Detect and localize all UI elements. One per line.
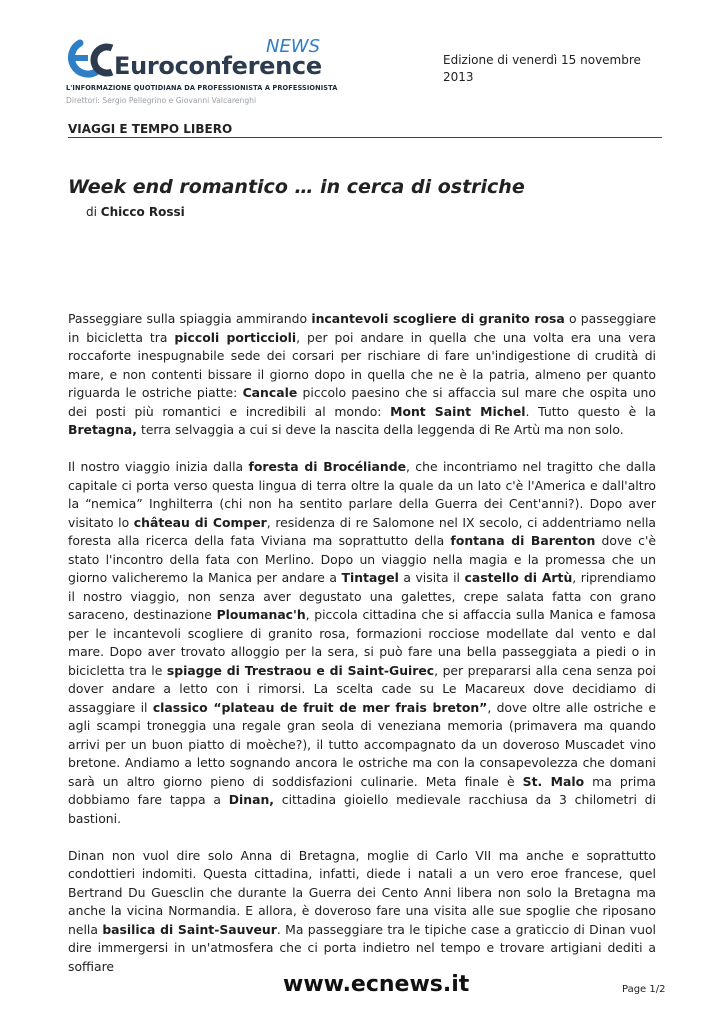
bold-text: Cancale <box>242 385 298 400</box>
bold-text: incantevoli scogliere di granito rosa <box>311 311 565 326</box>
text-run: terra selvaggia a cui si deve la nascita della leggenda di Re Artù ma non solo. <box>137 422 624 437</box>
bold-text: piccoli porticcioli <box>174 329 297 345</box>
text-run: o passeggiare in bicicletta tra <box>68 311 656 345</box>
bold-text: Mont Saint Michel <box>390 403 526 419</box>
bold-text: Dinan, <box>228 792 275 807</box>
text-run: . Tutto questo è la <box>525 403 656 419</box>
author-name: Chicco Rossi <box>100 205 185 219</box>
article-paragraph <box>68 458 656 828</box>
footer-url[interactable]: www.ecnews.it <box>283 972 470 997</box>
logo-directors: Direttori: Sergio Pellegrino e Giovanni Valcarenghi <box>66 96 257 105</box>
text-run: a visita il <box>398 570 465 585</box>
article-paragraph <box>68 310 656 440</box>
bold-text: castello di Artù <box>464 570 573 585</box>
section-divider <box>68 137 662 138</box>
logo-brand-name: Euroconference <box>114 52 322 80</box>
text-run: , per prepararsi alla cena senza poi dover andare a letto con i rimorsi. La scelta cade su Le Macareux dove decidiamo di assaggiare il <box>68 662 656 715</box>
text-run: ma prima dobbiamo fare tappa a <box>68 773 656 807</box>
section-label: VIAGGI E TEMPO LIBERO <box>68 122 233 136</box>
bold-text: classico “plateau de fruit de mer frais breton” <box>152 699 488 715</box>
article-paragraph <box>68 847 656 977</box>
text-run: cittadina gioiello medievale racchiusa da 3 chilometri di bastioni. <box>68 792 656 826</box>
byline-prefix: di <box>86 205 97 219</box>
bold-text: château di Comper <box>133 514 267 530</box>
bold-text: basilica di Saint-Sauveur <box>102 921 277 937</box>
article-body <box>68 310 656 995</box>
text-run: , piccola cittadina che si affaccia sulla Manica e famosa per le incantevoli scogliere di granito rosa, formazioni rocciose modellate dal vento e dal mare. Dopo aver trovato alloggio per la sera, si può fare una bella passeggiata a piedi o in bicicletta tra le <box>68 607 656 678</box>
article-title: Week end romantico … in cerca di ostriche <box>68 176 525 198</box>
page-number: Page 1/2 <box>622 984 666 995</box>
text-run: , per poi andare in quella che una volta era una vera roccaforte inespugnabile sede dei corsari per rischiare di fare un'indigestione di crudità di mare, e non contenti bissare il giorno dopo in quella che ne è la patria, almeno per quanto riguarda le ostriche piatte: <box>68 329 656 400</box>
text-run: , dove oltre alle ostriche e agli scampi troneggia una regale gran seola di veneziana memoria (primavera ma quando arrivi per un buon piatto di moèche?), il tutto accompagnato da un doveroso Muscadet vino bretone. Andiamo a letto sognando ancora le ostriche ma con la consapevolezza che domani sarà un altro giorno pieno di soddisfazioni culinarie. Meta finale è <box>68 699 656 789</box>
text-run: dove c'è stato l'incontro della fata con Merlino. Dopo un viaggio nella magia e la promessa che un giorno valicheremo la Manica per andare a <box>68 533 656 585</box>
bold-text: Bretagna, <box>68 422 138 437</box>
bold-text: St. Malo <box>522 773 585 789</box>
text-run: Il nostro viaggio inizia dalla <box>68 459 249 474</box>
bold-text: foresta di Brocéliande <box>248 459 406 474</box>
text-run: piccolo paesino che si affaccia sul mare che ospita uno dei posti più romantici e incredibili al mondo: <box>68 385 656 419</box>
ec-monogram-icon <box>66 38 116 80</box>
logo <box>66 36 338 120</box>
logo-tagline: L'INFORMAZIONE QUOTIDIANA DA PROFESSIONISTA A PROFESSIONISTA <box>66 84 338 92</box>
edition-date: Edizione di venerdì 15 novembre 2013 <box>443 53 641 84</box>
text-run: , che incontriamo nel tragitto che dalla capitale ci porta verso questa lingua di terra oltre la quale da un lato c'è l'America e dall'altro la “nemica” Inghilterra (chi non ha sentito parlare della Guerra dei Cent'anni?). Dopo aver visitato lo <box>68 459 656 530</box>
bold-text: Tintagel <box>341 570 399 585</box>
bold-text: Ploumanac'h <box>216 607 306 622</box>
text-run: Passeggiare sulla spiaggia ammirando <box>68 311 312 326</box>
text-run: . Ma passeggiare tra le tipiche case a graticcio di Dinan vuol dire immergersi in un'atmosfera che ci porta indietro nel tempo e trovare artigiani dediti a soffiare <box>68 921 656 974</box>
text-run: , residenza di re Salomone nel IX secolo, ci addentriamo nella foresta alla ricerca della fata Viviana ma soprattutto della <box>68 514 657 548</box>
text-run: Dinan non vuol dire solo Anna di Bretagna, moglie di Carlo VII ma anche e soprattutto condottieri indomiti. Questa cittadina, infatti, diede i natali a un vero eroe francese, quel Bertrand Du Guesclin che durante la Guerra dei Cento Anni libera non solo la Bretagna ma anche la vicina Normandia. E allora, è doveroso fare una visita alle sue spoglie che riposano nella <box>68 847 656 937</box>
logo-news-label: NEWS <box>266 36 321 57</box>
bold-text: fontana di Barenton <box>450 533 596 548</box>
byline <box>86 205 185 219</box>
text-run: , riprendiamo il nostro viaggio, non senza aver degustato una galettes, crepe salata fatta con grano saraceno, destinazione <box>68 570 656 622</box>
bold-text: spiagge di Trestraou e di Saint-Guirec <box>166 662 435 678</box>
